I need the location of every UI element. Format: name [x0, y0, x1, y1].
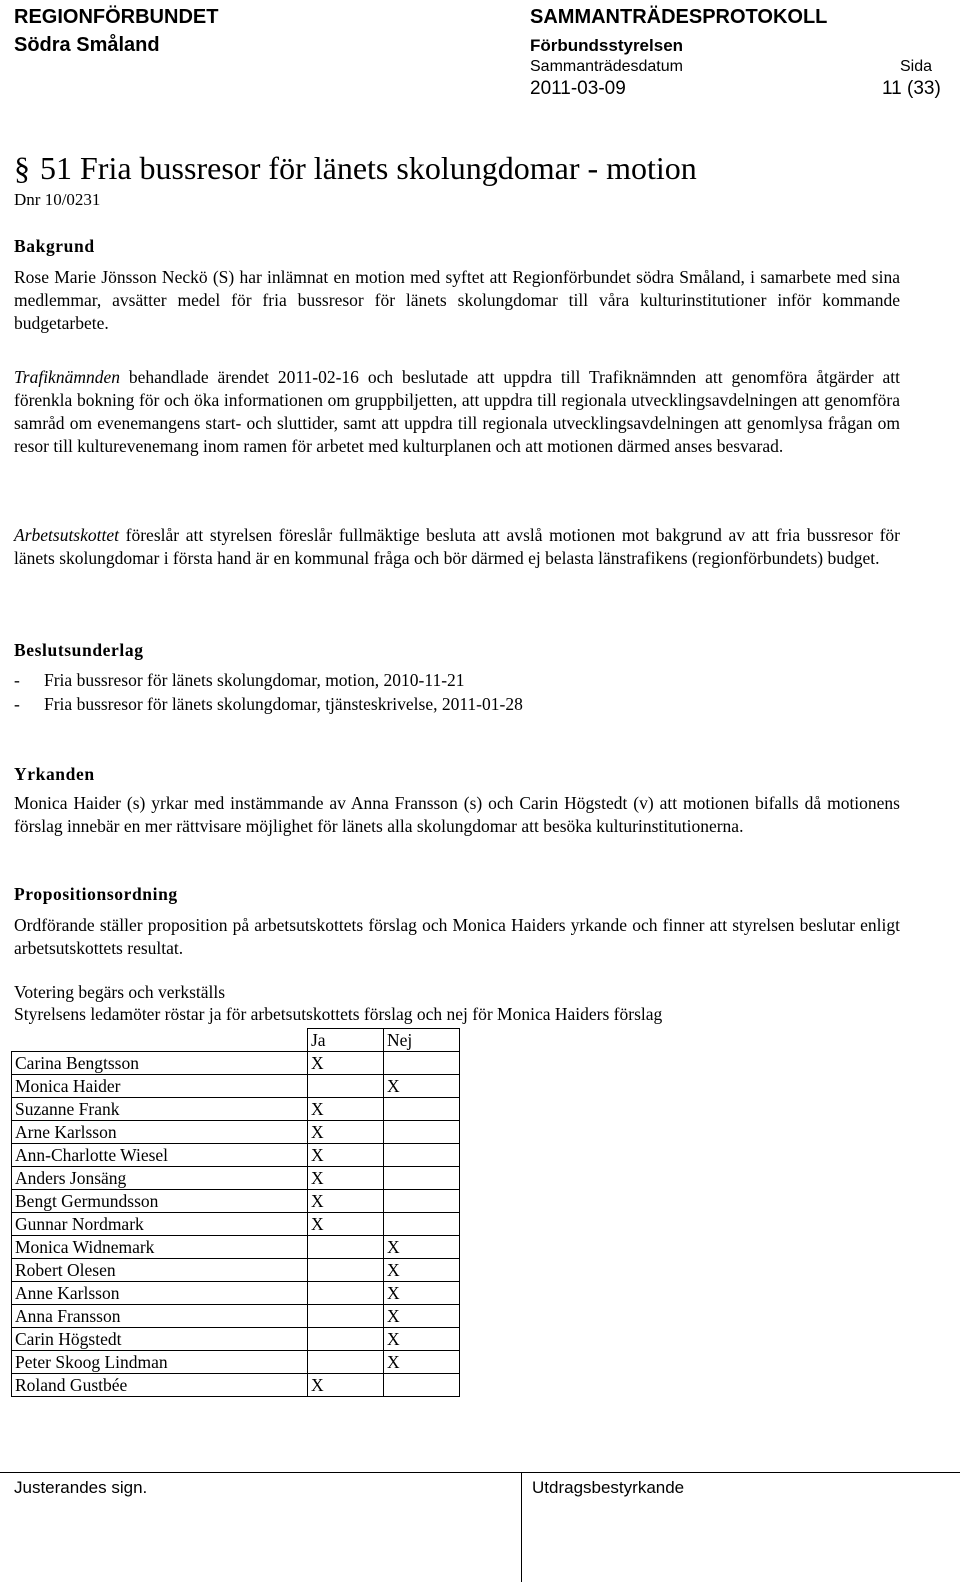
bakgrund-paragraph-2-text: behandlade ärendet 2011-02-16 och beslutade att uppdra till Trafiknämnden att genomföra åtgärder att förenkla bokning för och öka informationen om gruppbiljetten, att uppdra till regionala utvecklingsavdelningen att genomföra samråd om evenemangens start- och sluttider, samt att uppdra till regionala utvecklingsavdelningen att genomlysa frågan om resor till kulturevenemang inom ramen för arbetet med kulturplanen och att motionen därmed anses besvarad.: [14, 367, 900, 456]
vote-row: [12, 1305, 460, 1328]
vote-nej: [384, 1167, 460, 1190]
utdrag-label: Utdragsbestyrkande: [532, 1478, 685, 1497]
vote-row: [12, 1282, 460, 1305]
vote-table: [11, 1028, 460, 1397]
votering-line-1: Votering begärs och verkställs: [14, 982, 226, 1002]
heading-propositionsordning: Propositionsordning: [14, 884, 178, 904]
meeting-body: Förbundsstyrelsen: [530, 36, 684, 55]
vote-ja: X: [308, 1052, 384, 1075]
justerandes-label: Justerandes sign.: [14, 1478, 148, 1497]
vote-nej: X: [384, 1351, 460, 1374]
list-item: - Fria bussresor för länets skolungdomar, motion, 2010-11-21: [14, 670, 465, 690]
vote-nej: X: [384, 1328, 460, 1351]
vote-nej: [384, 1213, 460, 1236]
vote-row: [12, 1190, 460, 1213]
vote-ja: X: [308, 1098, 384, 1121]
vote-ja: X: [308, 1213, 384, 1236]
voter-name: Carin Högstedt: [12, 1328, 308, 1351]
vote-nej: [384, 1144, 460, 1167]
vote-nej: [384, 1374, 460, 1397]
vote-row: [12, 1121, 460, 1144]
yrkanden-text: Monica Haider (s) yrkar med instämmande av Anna Fransson (s) och Carin Högstedt (v) att motionen bifalls då motionens förslag innebär en mer rättvisare möjlighet för länets alla skolungdomar att besöka kulturinstitutionerna.: [14, 793, 900, 836]
vote-ja: [308, 1305, 384, 1328]
vote-nej: [384, 1121, 460, 1144]
vote-table-header: [12, 1029, 460, 1052]
vote-nej: X: [384, 1282, 460, 1305]
column-ja: Ja: [308, 1029, 384, 1052]
voter-name: Suzanne Frank: [12, 1098, 308, 1121]
voter-name: Bengt Germundsson: [12, 1190, 308, 1213]
page-number: 11 (33): [882, 78, 941, 99]
vote-nej: X: [384, 1236, 460, 1259]
vote-nej: X: [384, 1305, 460, 1328]
heading-beslutsunderlag: Beslutsunderlag: [14, 640, 144, 660]
voter-name: Arne Karlsson: [12, 1121, 308, 1144]
org-name: REGIONFÖRBUNDET: [14, 6, 219, 28]
trafiknamnden-term: Trafiknämnden: [14, 367, 120, 387]
propositionsordning-text: Ordförande ställer proposition på arbetsutskottets förslag och Monica Haiders yrkande och finner att styrelsen beslutar enligt arbetsutskottets resultat.: [14, 915, 900, 958]
vote-ja: [308, 1236, 384, 1259]
voter-name: Monica Haider: [12, 1075, 308, 1098]
voter-name: Anna Fransson: [12, 1305, 308, 1328]
meeting-date: 2011-03-09: [530, 78, 626, 99]
bakgrund-paragraph-3-text: föreslår att styrelsen föreslår fullmäktige besluta att avslå motionen mot bakgrund av att fria bussresor för länets skolungdomar i första hand är en kommunal fråga och bör därmed ej belasta länstrafikens (regionförbundets) budget.: [14, 525, 900, 568]
vote-nej: X: [384, 1075, 460, 1098]
voter-name: Robert Olesen: [12, 1259, 308, 1282]
vote-ja: X: [308, 1144, 384, 1167]
list-item: - Fria bussresor för länets skolungdomar, tjänsteskrivelse, 2011-01-28: [14, 694, 523, 714]
vote-row: [12, 1213, 460, 1236]
dnr: Dnr 10/0231: [14, 190, 101, 209]
vote-ja: X: [308, 1121, 384, 1144]
vote-row: [12, 1075, 460, 1098]
vote-nej: [384, 1098, 460, 1121]
vote-row: [12, 1328, 460, 1351]
page-label: Sida: [900, 58, 933, 75]
vote-row: [12, 1259, 460, 1282]
votering-line-2: Styrelsens ledamöter röstar ja för arbetsutskottets förslag och nej för Monica Haiders förslag: [14, 1004, 663, 1024]
voter-name: Anne Karlsson: [12, 1282, 308, 1305]
vote-row: [12, 1236, 460, 1259]
vote-ja: X: [308, 1190, 384, 1213]
vote-ja: [308, 1328, 384, 1351]
voter-name: Peter Skoog Lindman: [12, 1351, 308, 1374]
paragraph-symbol: §: [14, 150, 30, 186]
vote-ja: [308, 1075, 384, 1098]
heading-bakgrund: Bakgrund: [14, 236, 95, 256]
heading-yrkanden: Yrkanden: [14, 764, 95, 784]
section-title: [14, 150, 697, 187]
voter-name: Monica Widnemark: [12, 1236, 308, 1259]
voter-name: Ann-Charlotte Wiesel: [12, 1144, 308, 1167]
org-subname: Södra Småland: [14, 34, 160, 56]
bakgrund-paragraph-2: [14, 366, 900, 458]
vote-row: [12, 1144, 460, 1167]
vote-nej: [384, 1052, 460, 1075]
vote-ja: [308, 1282, 384, 1305]
vote-ja: X: [308, 1374, 384, 1397]
vote-ja: [308, 1351, 384, 1374]
vote-row: [12, 1167, 460, 1190]
bakgrund-paragraph-1: Rose Marie Jönsson Neckö (S) har inlämnat en motion med syftet att Regionförbundet södra Småland, i samarbete med sina medlemmar, avsätter medel för fria bussresor för länets skolungdomar till våra kulturinstitutioner inför kommande budgetarbete.: [14, 267, 900, 333]
bakgrund-paragraph-3: [14, 524, 900, 570]
section-title-text: 51 Fria bussresor för länets skolungdomar - motion: [40, 150, 697, 186]
vote-row: [12, 1374, 460, 1397]
vote-row: [12, 1098, 460, 1121]
voter-name: Roland Gustbée: [12, 1374, 308, 1397]
voter-name: Gunnar Nordmark: [12, 1213, 308, 1236]
date-label: Sammanträdesdatum: [530, 58, 683, 75]
vote-nej: [384, 1190, 460, 1213]
vote-ja: [308, 1259, 384, 1282]
vote-row: [12, 1052, 460, 1075]
vote-nej: X: [384, 1259, 460, 1282]
voter-name: Anders Jonsäng: [12, 1167, 308, 1190]
vote-row: [12, 1351, 460, 1374]
voter-name: Carina Bengtsson: [12, 1052, 308, 1075]
column-nej: Nej: [384, 1029, 460, 1052]
doc-type: SAMMANTRÄDESPROTOKOLL: [530, 6, 828, 28]
vote-ja: X: [308, 1167, 384, 1190]
arbetsutskottet-term: Arbetsutskottet: [14, 525, 119, 545]
